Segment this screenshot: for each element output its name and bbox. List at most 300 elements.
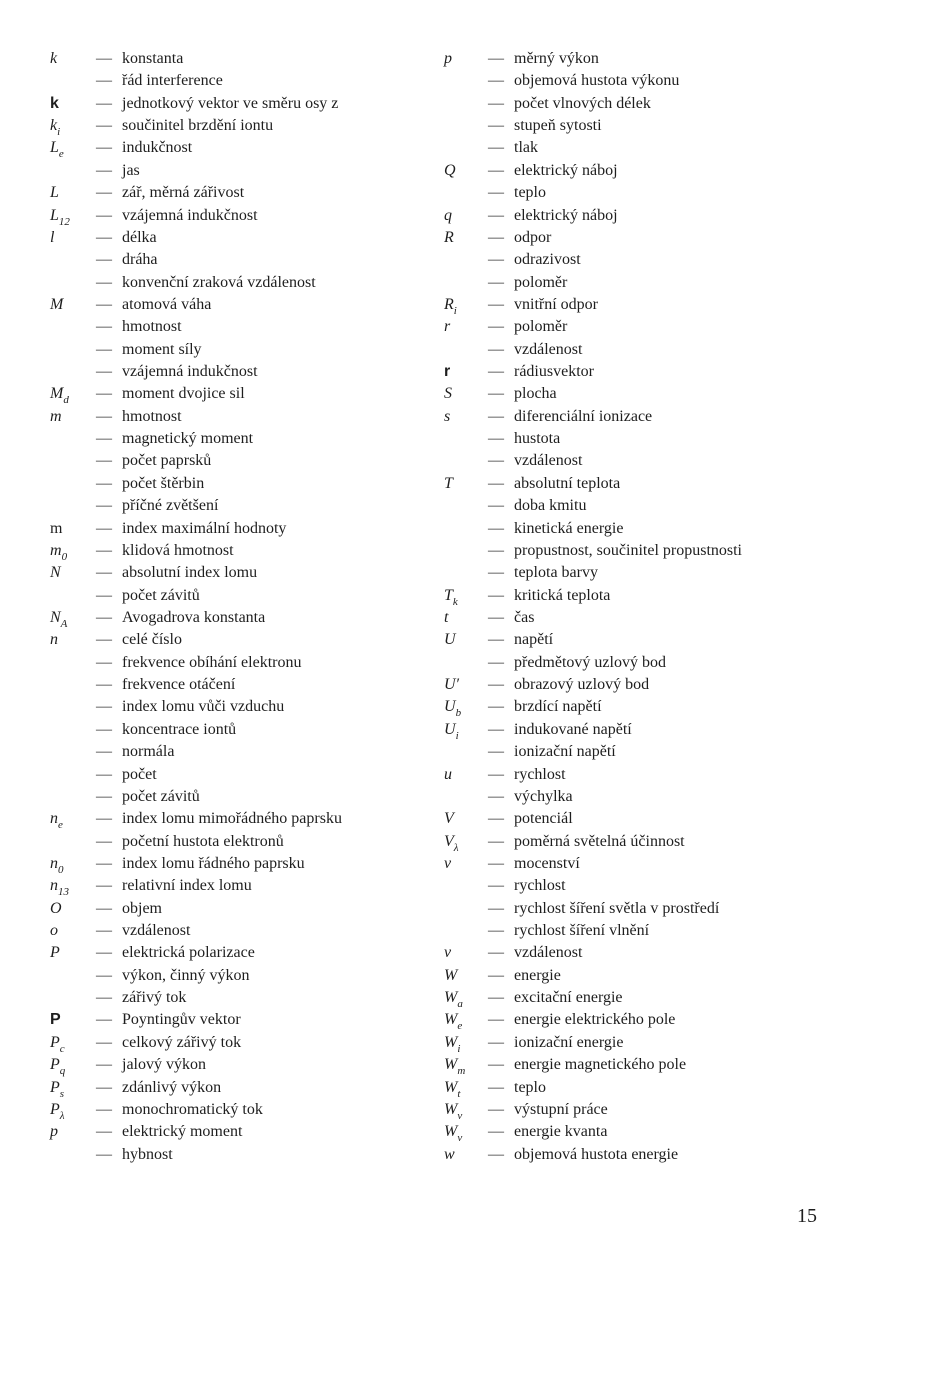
em-dash: — (96, 228, 112, 246)
symbol-description: absolutní teplota (514, 474, 621, 492)
em-dash: — (488, 944, 504, 962)
em-dash: — (488, 1145, 504, 1163)
em-dash: — (96, 139, 112, 157)
symbol-letter: W (444, 1056, 458, 1074)
symbol (444, 383, 488, 405)
symbol (50, 540, 96, 562)
em-dash: — (488, 586, 504, 604)
symbol-row (50, 48, 440, 70)
em-dash: — (96, 273, 112, 291)
symbol-description: měrný výkon (514, 50, 599, 67)
symbol-description: Avogadrova konstanta (122, 608, 266, 626)
symbol (50, 875, 96, 897)
symbol-description: relativní index lomu (122, 877, 252, 895)
em-dash: — (96, 698, 112, 716)
symbol-row (444, 853, 824, 875)
symbol-row (444, 518, 824, 540)
symbol (444, 1009, 488, 1031)
symbol-description: obrazový uzlový bod (514, 676, 650, 694)
symbol-row (444, 898, 824, 920)
symbol-letter: P (50, 1033, 60, 1051)
symbol-row (444, 428, 824, 450)
symbol-row (444, 48, 824, 70)
symbol-description: propustnost, součinitel propustnosti (514, 541, 742, 559)
symbol (444, 1121, 488, 1143)
em-dash: — (96, 832, 112, 850)
em-dash: — (488, 832, 504, 850)
em-dash: — (488, 1033, 504, 1051)
em-dash: — (96, 653, 112, 671)
symbol-letter: W (444, 966, 458, 984)
symbol (444, 1099, 488, 1121)
symbol (50, 629, 96, 651)
symbol-description: kritická teplota (514, 586, 611, 604)
left-symbol-column (50, 48, 440, 1166)
symbol-description: celkový zářivý tok (122, 1033, 242, 1051)
symbol-row (50, 361, 440, 383)
em-dash: — (488, 228, 504, 246)
symbol (444, 1144, 488, 1166)
symbol (444, 831, 488, 853)
symbol-row (50, 1099, 440, 1121)
symbol-description: index maximální hodnoty (122, 519, 287, 537)
symbol (444, 316, 488, 338)
symbol (50, 1099, 96, 1121)
page-number: 15 (797, 1205, 817, 1227)
em-dash: — (96, 676, 112, 694)
symbol-row (50, 942, 440, 964)
symbol-row (444, 205, 824, 227)
symbol-row (444, 764, 824, 786)
symbol (50, 853, 96, 875)
symbol (50, 1032, 96, 1054)
symbol-description: objemová hustota energie (514, 1145, 679, 1163)
em-dash: — (488, 1056, 504, 1074)
symbol-description: elektrický náboj (514, 161, 618, 179)
symbol-subscript: b (455, 707, 462, 720)
symbol (444, 1054, 488, 1076)
symbol-description: excitační energie (514, 989, 623, 1007)
symbol (444, 696, 488, 718)
symbol (50, 898, 96, 920)
symbol-letter: o (50, 922, 58, 940)
em-dash: — (488, 363, 504, 381)
symbol-description: index lomu řádného paprsku (122, 854, 305, 872)
symbol-row (50, 518, 440, 540)
em-dash: — (488, 787, 504, 805)
symbol-letter: m (50, 541, 62, 559)
symbol (50, 1054, 96, 1076)
symbol-description: rychlost šíření vlnění (514, 922, 650, 940)
symbol-letter: w (444, 1145, 455, 1163)
symbol (444, 473, 488, 495)
symbol (50, 808, 96, 830)
symbol-description: elektrický moment (122, 1123, 243, 1141)
symbol-row (444, 160, 824, 182)
symbol-row (50, 383, 440, 405)
symbol-row (444, 585, 824, 607)
symbol-subscript: 0 (58, 863, 64, 876)
symbol-description: ionizační energie (514, 1033, 624, 1051)
em-dash: — (488, 519, 504, 537)
symbol (444, 1077, 488, 1099)
symbol (444, 585, 488, 607)
symbol-row (50, 875, 440, 897)
em-dash: — (96, 944, 112, 962)
symbol-row (50, 205, 440, 227)
symbol (50, 1121, 96, 1143)
em-dash: — (96, 877, 112, 895)
em-dash: — (488, 877, 504, 895)
symbol-letter: n (50, 810, 58, 828)
em-dash: — (96, 206, 112, 224)
symbol-row (50, 719, 440, 741)
symbol-description: konstanta (122, 50, 184, 67)
symbol-letter: U (444, 631, 456, 649)
symbol-row (50, 294, 440, 316)
symbol-description: mocenství (514, 854, 580, 872)
symbol-row (50, 473, 440, 495)
symbol-description: hmotnost (122, 318, 182, 336)
em-dash: — (488, 743, 504, 761)
em-dash: — (488, 1078, 504, 1096)
symbol-row (444, 339, 824, 361)
symbol-description: zář, měrná zářivost (122, 184, 245, 202)
symbol-letter: k (50, 50, 58, 67)
symbol-description: teplo (514, 1078, 546, 1096)
symbol-subscript: i (457, 1042, 461, 1055)
symbol-letter: v (444, 944, 452, 962)
symbol (50, 518, 96, 540)
symbol-letter: T (444, 474, 453, 492)
em-dash: — (96, 743, 112, 761)
symbol-subscript: q (59, 1065, 66, 1078)
symbol-row (444, 1009, 824, 1031)
symbol-row (50, 495, 440, 517)
symbol-row (50, 764, 440, 786)
symbol-description: početní hustota elektronů (122, 832, 284, 850)
em-dash: — (488, 854, 504, 872)
symbol-description: odpor (514, 228, 552, 246)
symbol-letter: P (50, 944, 60, 962)
em-dash: — (488, 206, 504, 224)
em-dash: — (96, 117, 112, 135)
symbol-letter: W (444, 1123, 458, 1141)
em-dash: — (488, 452, 504, 470)
em-dash: — (96, 295, 112, 313)
symbol-row (50, 965, 440, 987)
symbol-row (50, 652, 440, 674)
symbol-row (444, 719, 824, 741)
em-dash: — (96, 787, 112, 805)
symbol-description: energie (514, 966, 561, 984)
symbol-row (50, 428, 440, 450)
em-dash: — (488, 989, 504, 1007)
symbol (50, 115, 96, 137)
em-dash: — (488, 251, 504, 269)
symbol-description: koncentrace iontů (122, 720, 237, 738)
symbol-letter: n (50, 854, 58, 872)
symbol-letter: W (444, 1100, 458, 1118)
symbol-description: konvenční zraková vzdálenost (122, 273, 316, 291)
symbol (444, 965, 488, 987)
symbol-row (444, 316, 824, 338)
em-dash: — (488, 653, 504, 671)
em-dash: — (96, 1100, 112, 1118)
em-dash: — (488, 340, 504, 358)
em-dash: — (488, 541, 504, 559)
em-dash: — (96, 363, 112, 381)
symbol-row (444, 406, 824, 428)
symbol-description: hustota (514, 430, 561, 448)
symbol-description: index lomu vůči vzduchu (122, 698, 285, 716)
symbol-row (444, 808, 824, 830)
em-dash: — (96, 318, 112, 336)
symbol-subscript: e (58, 819, 63, 832)
symbol-description: potenciál (514, 810, 573, 828)
symbol-row (50, 227, 440, 249)
symbol-letter: n (50, 631, 58, 649)
em-dash: — (96, 452, 112, 470)
symbol-subscript: λ (59, 1109, 65, 1122)
symbol-letter: k (50, 117, 58, 135)
symbol-description: celé číslo (122, 631, 182, 649)
symbol-description: počet paprsků (122, 452, 212, 470)
symbol-row (50, 1032, 440, 1054)
symbol-row (50, 987, 440, 1009)
em-dash: — (96, 72, 112, 90)
em-dash: — (96, 810, 112, 828)
symbol-description: objem (122, 899, 162, 917)
em-dash: — (96, 765, 112, 783)
em-dash: — (488, 564, 504, 582)
em-dash: — (96, 586, 112, 604)
symbol (444, 294, 488, 316)
em-dash: — (96, 251, 112, 269)
symbol (50, 383, 96, 405)
em-dash: — (96, 385, 112, 403)
em-dash: — (488, 720, 504, 738)
em-dash: — (96, 922, 112, 940)
symbol-letter: l (50, 228, 55, 246)
symbol-letter: N (50, 608, 61, 626)
symbol-letter: r (444, 318, 451, 336)
em-dash: — (96, 407, 112, 425)
symbol-row (444, 831, 824, 853)
symbol-row (444, 674, 824, 696)
symbol-letter: L (50, 184, 59, 202)
symbol-row (444, 1054, 824, 1076)
symbol-row (444, 1121, 824, 1143)
symbol-description: odrazivost (514, 251, 581, 269)
symbol-letter: P (50, 1100, 60, 1118)
symbol (50, 294, 96, 316)
symbol-letter: m (50, 407, 62, 425)
symbol-row (444, 875, 824, 897)
symbol-description: rychlost (514, 765, 566, 783)
em-dash: — (96, 541, 112, 559)
em-dash: — (488, 765, 504, 783)
symbol-row (444, 965, 824, 987)
symbol-letter: W (444, 1078, 458, 1096)
em-dash: — (96, 430, 112, 448)
symbol-row (50, 115, 440, 137)
symbol-description: energie magnetického pole (514, 1056, 687, 1074)
symbol-letter: T (444, 586, 453, 604)
em-dash: — (488, 161, 504, 179)
em-dash: — (488, 474, 504, 492)
symbol-row (50, 585, 440, 607)
symbol-description: jalový výkon (122, 1056, 206, 1074)
em-dash: — (488, 273, 504, 291)
em-dash: — (488, 407, 504, 425)
symbol-row (50, 853, 440, 875)
em-dash: — (96, 564, 112, 582)
symbol-description: kinetická energie (514, 519, 624, 537)
symbol-letter: U′ (444, 676, 460, 694)
symbol-row (444, 1144, 824, 1166)
symbol-description: výchylka (514, 787, 573, 805)
symbol-letter: N (50, 564, 61, 582)
symbol-row (50, 540, 440, 562)
symbol (444, 719, 488, 741)
em-dash: — (96, 1011, 112, 1029)
symbol (444, 160, 488, 182)
symbol-description: rychlost (514, 877, 566, 895)
symbol-row (50, 831, 440, 853)
symbol-row (50, 160, 440, 182)
symbol-row (50, 1077, 440, 1099)
symbol-subscript: i (57, 126, 61, 139)
symbol-description: součinitel brzdění iontu (122, 117, 274, 135)
symbol-description: počet závitů (122, 586, 200, 604)
symbol-description: výkon, činný výkon (122, 966, 250, 984)
symbol-letter: p (50, 1123, 58, 1141)
em-dash: — (96, 94, 112, 112)
symbol-letter: V (444, 810, 454, 828)
symbol-letter: P (50, 1078, 60, 1096)
symbol-description: rádiusvektor (514, 363, 594, 381)
symbol-row (50, 1009, 440, 1031)
symbol-letter: W (444, 1033, 458, 1051)
symbol-description: délka (122, 228, 157, 246)
symbol-letter: v (444, 854, 452, 872)
symbol (50, 137, 96, 159)
symbol (50, 227, 96, 249)
symbol (444, 1032, 488, 1054)
em-dash: — (96, 1078, 112, 1096)
symbol-row (50, 93, 440, 115)
symbol-row (444, 182, 824, 204)
symbol-row (50, 898, 440, 920)
symbol-description: moment dvojice sil (122, 385, 245, 403)
em-dash: — (488, 1011, 504, 1029)
em-dash: — (96, 50, 112, 67)
em-dash: — (488, 899, 504, 917)
em-dash: — (488, 139, 504, 157)
symbol-row (50, 562, 440, 584)
em-dash: — (96, 854, 112, 872)
symbol-row (444, 786, 824, 808)
em-dash: — (96, 340, 112, 358)
symbol (50, 182, 96, 204)
symbol-description: vzdálenost (514, 340, 583, 358)
symbol-subscript: m (457, 1065, 466, 1078)
symbol-row (444, 652, 824, 674)
symbol-description: poměrná světelná účinnost (514, 832, 685, 850)
symbol (444, 406, 488, 428)
symbol-letter: R (444, 228, 454, 246)
symbol-subscript: λ (453, 841, 459, 854)
symbol-description: příčné zvětšení (122, 497, 219, 515)
symbol-row (444, 629, 824, 651)
em-dash: — (488, 966, 504, 984)
symbol-description: indukované napětí (514, 720, 632, 738)
symbol-row (50, 137, 440, 159)
symbol-description: frekvence otáčení (122, 676, 236, 694)
em-dash: — (96, 966, 112, 984)
symbol-description: vzájemná indukčnost (122, 363, 258, 381)
symbol-row (50, 406, 440, 428)
symbol-row (50, 272, 440, 294)
symbol-letter: M (50, 385, 64, 403)
symbol (444, 853, 488, 875)
symbol-description: energie elektrického pole (514, 1011, 676, 1029)
symbol-subscript: e (58, 148, 64, 161)
symbol-description: tlak (514, 139, 538, 157)
symbol-description: předmětový uzlový bod (514, 653, 666, 671)
em-dash: — (488, 922, 504, 940)
symbol-subscript: v (457, 1109, 463, 1122)
symbol-description: jednotkový vektor ve směru osy z (122, 94, 339, 112)
symbol-description: absolutní index lomu (122, 564, 258, 582)
symbol-description: poloměr (514, 273, 568, 291)
em-dash: — (488, 676, 504, 694)
symbol-description: vzdálenost (514, 452, 583, 470)
symbol-row (444, 540, 824, 562)
symbol (444, 942, 488, 964)
symbol-row (50, 182, 440, 204)
symbol-description: napětí (514, 631, 554, 649)
symbol-description: magnetický moment (122, 430, 254, 448)
symbol-description: počet vlnových délek (514, 94, 651, 112)
symbol-letter: R (444, 295, 454, 313)
em-dash: — (488, 1100, 504, 1118)
symbol (50, 1009, 96, 1031)
symbol-description: vzájemná indukčnost (122, 206, 258, 224)
symbol (50, 93, 96, 115)
symbol-description: vnitřní odpor (514, 295, 598, 313)
em-dash: — (488, 94, 504, 112)
symbol-row (444, 942, 824, 964)
symbol-description: elektrický náboj (514, 206, 618, 224)
em-dash: — (488, 385, 504, 403)
symbol-row (50, 1144, 440, 1166)
symbol-subscript: a (457, 998, 463, 1011)
symbol-letter: s (444, 407, 451, 425)
symbol-row (50, 629, 440, 651)
symbol-subscript: c (59, 1042, 65, 1055)
em-dash: — (488, 608, 504, 626)
em-dash: — (96, 1056, 112, 1074)
symbol-row (444, 741, 824, 763)
symbol-description: index lomu mimořádného paprsku (122, 810, 342, 828)
em-dash: — (96, 631, 112, 649)
symbol-row (444, 137, 824, 159)
symbol-letter: n (50, 877, 58, 895)
symbol-description: Poyntingův vektor (122, 1011, 241, 1029)
symbol (444, 674, 488, 696)
